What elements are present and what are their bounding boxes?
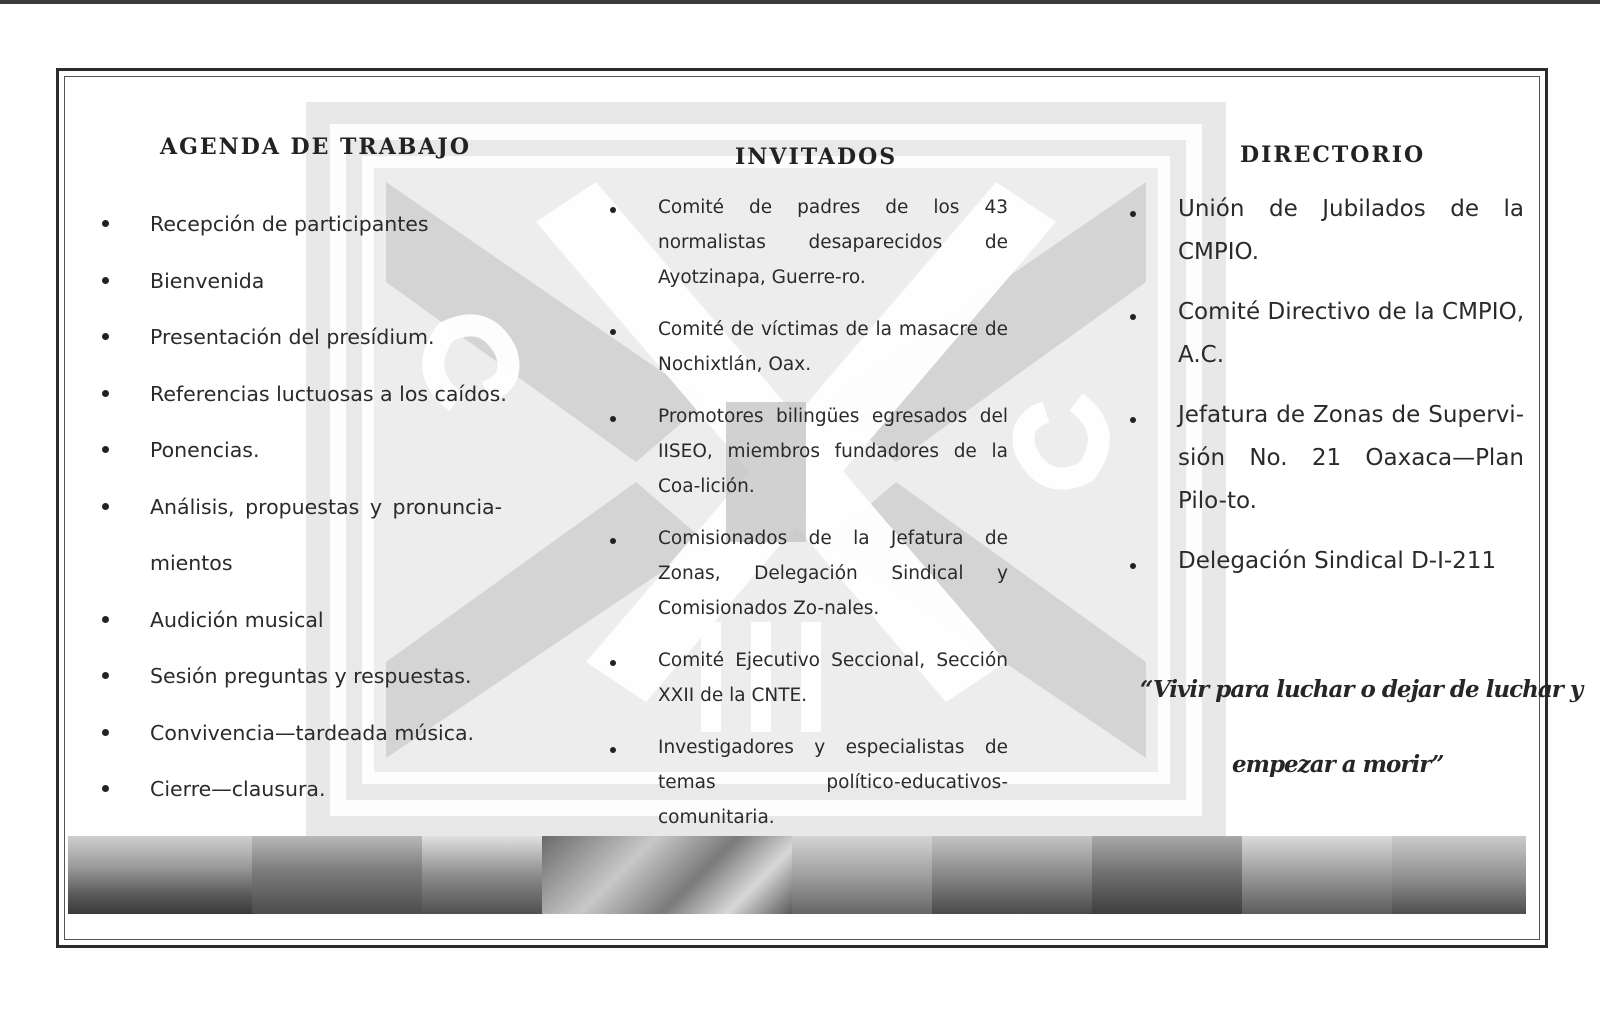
quote-line-1: “Vivir para luchar o dejar de luchar y bbox=[1140, 676, 1583, 703]
invitados-item: Comité de padres de los 43 normalistas desaparecidos de Ayotzinapa, Guerre-ro. bbox=[606, 190, 1008, 295]
top-rule bbox=[0, 0, 1600, 4]
bullet-icon bbox=[102, 446, 109, 453]
invitados-item: Investigadores y especialistas de temas político-educativos-comunitaria. bbox=[606, 730, 1008, 835]
bullet-icon bbox=[610, 416, 616, 422]
bullet-icon bbox=[610, 207, 616, 213]
bullet-icon bbox=[1130, 211, 1136, 217]
invitados-title: INVITADOS bbox=[735, 144, 898, 170]
photo-child-writing bbox=[792, 836, 932, 914]
bullet-icon bbox=[1130, 563, 1136, 569]
agenda-item: Cierre—clausura. bbox=[98, 761, 518, 818]
invitados-list bbox=[606, 190, 1006, 835]
directorio-item: Delegación Sindical D-I-211 bbox=[1126, 540, 1524, 583]
bullet-icon bbox=[102, 220, 109, 227]
directorio-title: DIRECTORIO bbox=[1240, 142, 1426, 168]
agenda-item: Convivencia—tardeada música. bbox=[98, 705, 518, 762]
photo-strip bbox=[68, 836, 1526, 914]
photo-traditional-dancers bbox=[1392, 836, 1526, 914]
bullet-icon bbox=[102, 503, 109, 510]
photo-meeting bbox=[1242, 836, 1392, 914]
photo-hands-weaving bbox=[542, 836, 792, 914]
bullet-icon bbox=[102, 333, 109, 340]
photo-crowd bbox=[252, 836, 422, 914]
agenda-item: Recepción de participantes bbox=[98, 196, 518, 253]
bullet-icon bbox=[1130, 417, 1136, 423]
bullet-icon bbox=[610, 660, 616, 666]
agenda-item: Sesión preguntas y respuestas. bbox=[98, 648, 518, 705]
agenda-title: AGENDA DE TRABAJO bbox=[160, 134, 472, 160]
bullet-icon bbox=[102, 729, 109, 736]
bullet-icon bbox=[102, 785, 109, 792]
directorio-item: Comité Directivo de la CMPIO, A.C. bbox=[1126, 291, 1524, 377]
bullet-icon bbox=[102, 616, 109, 623]
bullet-icon bbox=[102, 390, 109, 397]
bullet-icon bbox=[610, 747, 616, 753]
agenda-item: Audición musical bbox=[98, 592, 518, 649]
photo-dance-group bbox=[932, 836, 1092, 914]
quote-line-2: empezar a morir” bbox=[1232, 751, 1444, 778]
agenda-item: Análisis, propuestas y pronuncia- mientos bbox=[98, 479, 518, 592]
bullet-icon bbox=[1130, 314, 1136, 320]
bullet-icon bbox=[102, 672, 109, 679]
directorio-list bbox=[1126, 188, 1526, 583]
bullet-icon bbox=[610, 329, 616, 335]
invitados-item: Comité Ejecutivo Seccional, Sección XXII de la CNTE. bbox=[606, 643, 1008, 713]
agenda-item: Referencias luctuosas a los caídos. bbox=[98, 366, 518, 423]
bullet-icon bbox=[102, 277, 109, 284]
invitados-item: Promotores bilingües egresados del IISEO, miembros fundadores de la Coa-lición. bbox=[606, 399, 1008, 504]
bullet-icon bbox=[610, 538, 616, 544]
photo-event bbox=[422, 836, 542, 914]
directorio-item: Jefatura de Zonas de Supervi-sión No. 21 Oaxaca—Plan Pilo-to. bbox=[1126, 394, 1524, 523]
invitados-item: Comité de víctimas de la masacre de Nochixtlán, Oax. bbox=[606, 312, 1008, 382]
agenda-item: Ponencias. bbox=[98, 422, 518, 479]
closing-quote bbox=[1140, 676, 1583, 778]
agenda-item: Presentación del presídium. bbox=[98, 309, 518, 366]
photo-assembly bbox=[68, 836, 252, 914]
invitados-item: Comisionados de la Jefatura de Zonas, Delegación Sindical y Comisionados Zo-nales. bbox=[606, 521, 1008, 626]
agenda-item: Bienvenida bbox=[98, 253, 518, 310]
directorio-item: Unión de Jubilados de la CMPIO. bbox=[1126, 188, 1524, 274]
photo-audience bbox=[1092, 836, 1242, 914]
agenda-list bbox=[98, 196, 518, 818]
